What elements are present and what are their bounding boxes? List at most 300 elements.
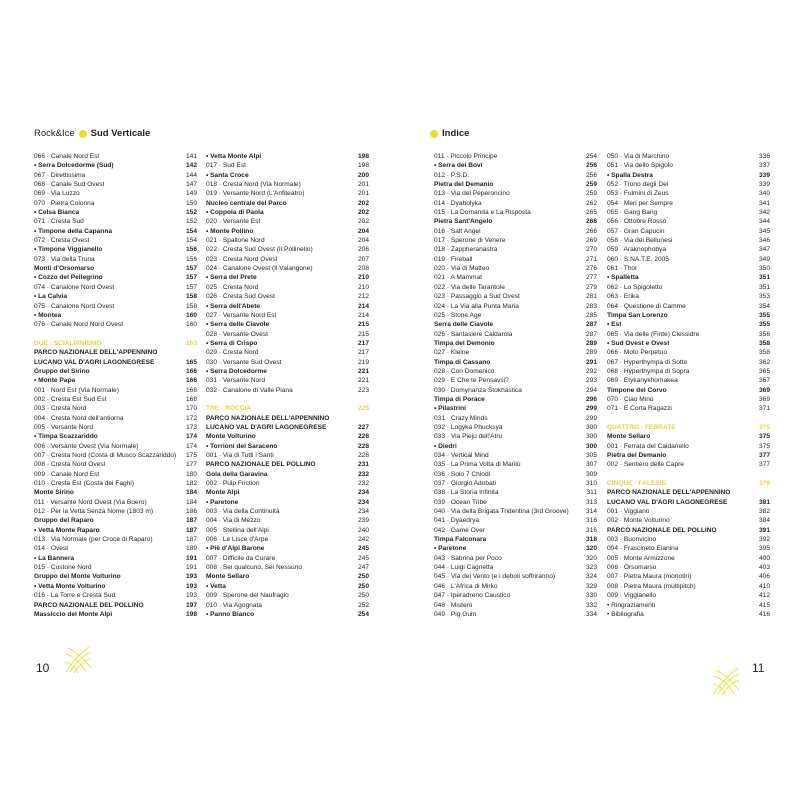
index-heading xyxy=(206,171,369,180)
entry-page: 403 xyxy=(758,564,770,572)
entry-page: 324 xyxy=(585,573,597,581)
entry-page: 186 xyxy=(185,508,197,516)
index-entry xyxy=(34,255,197,264)
entry-page: 410 xyxy=(758,582,770,590)
entry-page: 395 xyxy=(758,545,770,553)
section-heading xyxy=(34,339,197,348)
entry-title: Monte Sirino xyxy=(34,489,74,497)
entry-title: • Serra di Crispo xyxy=(206,339,258,347)
entry-title: • Serra delle Ciavole xyxy=(206,321,270,329)
entry-title: 044 · Luigi Cagnetta xyxy=(434,564,494,572)
entry-page: 200 xyxy=(357,171,369,179)
entry-page: 323 xyxy=(585,564,597,572)
index-heading xyxy=(34,572,197,581)
entry-title: 011 · Versante Nord Ovest (Via Boero) xyxy=(34,498,147,506)
entry-title: • Ringraziamenti xyxy=(607,601,656,609)
entry-title: Nucleo centrale del Parco xyxy=(206,199,287,207)
entry-page: 337 xyxy=(758,162,770,170)
entry-page: 291 xyxy=(585,358,597,366)
index-entry xyxy=(34,152,197,161)
index-entry xyxy=(34,535,197,544)
entry-title: 016 · La Torre e Cresta Sud xyxy=(34,592,116,600)
entry-page: 245 xyxy=(357,554,369,562)
index-entry xyxy=(434,208,597,217)
index-entry xyxy=(607,516,770,525)
entry-title: • Santa Croce xyxy=(206,171,249,179)
entry-title: • Serra Dolcedorme xyxy=(206,367,267,375)
index-entry xyxy=(434,582,597,591)
index-entry xyxy=(434,292,597,301)
entry-page: 221 xyxy=(357,367,369,375)
entry-title: 032 · Logyka Phucksya xyxy=(434,423,503,431)
entry-title: 007 · Pietra Maura (monotiri) xyxy=(607,573,692,581)
entry-title: • Vetta Monte Raparo xyxy=(34,526,100,534)
entry-page: 239 xyxy=(357,517,369,525)
index-entry xyxy=(434,554,597,563)
entry-title: 027 · Kleine xyxy=(434,349,470,357)
entry-title: 033 · Via Pieju dell'Atru xyxy=(434,433,503,441)
index-entry xyxy=(607,302,770,311)
entry-title: • Monte Papa xyxy=(34,377,76,385)
entry-page: 266 xyxy=(585,218,597,226)
entry-page: 201 xyxy=(357,190,369,198)
index-entry xyxy=(607,544,770,553)
entry-title: • Bibliografia xyxy=(607,610,644,618)
index-heading xyxy=(607,171,770,180)
entry-page: 221 xyxy=(357,377,369,385)
entry-page: 259 xyxy=(585,190,597,198)
entry-page: 247 xyxy=(357,564,369,572)
index-entry xyxy=(607,507,770,516)
entry-title: 011 · Piccolo Principe xyxy=(434,153,498,160)
index-heading xyxy=(34,554,197,563)
entry-page: 144 xyxy=(185,171,197,179)
entry-title: 072 · Cresta Ovest xyxy=(34,237,90,245)
index-entry xyxy=(34,460,197,469)
entry-title: 059 · Araknophobya xyxy=(607,246,667,254)
entry-page: 311 xyxy=(586,489,597,497)
index-entry xyxy=(206,507,369,516)
entry-title: 005 · Monte Armizzone xyxy=(607,554,675,562)
entry-page: 219 xyxy=(357,358,369,366)
entry-title: Monti d'Orsomarso xyxy=(34,265,95,273)
index-entry xyxy=(206,479,369,488)
entry-title: 034 · Vertical Mind xyxy=(434,452,489,459)
entry-title: 022 · Cresta Sud Ovest (Il Pollinello) xyxy=(206,246,313,254)
entry-title: Gruppo del Monte Volturino xyxy=(34,573,121,581)
entry-page: 265 xyxy=(585,209,597,217)
entry-page: 150 xyxy=(185,199,197,207)
index-entry xyxy=(34,451,197,460)
index-heading xyxy=(34,516,197,525)
entry-title: 017 · Sperone di Venere xyxy=(434,237,506,245)
entry-title: • La Calvia xyxy=(34,293,68,301)
entry-page: 299 xyxy=(585,405,597,413)
index-entry xyxy=(607,572,770,581)
index-entry xyxy=(206,535,369,544)
index-heading xyxy=(607,498,770,507)
index-entry xyxy=(206,516,369,525)
entry-page: 375 xyxy=(758,433,770,441)
index-entry xyxy=(34,171,197,180)
entry-page: 215 xyxy=(357,321,369,329)
index-entry xyxy=(206,348,369,357)
entry-page: 262 xyxy=(585,199,597,207)
entry-title: PARCO NAZIONALE DEL POLLINO xyxy=(206,461,316,469)
entry-page: 300 xyxy=(585,442,597,450)
index-entry xyxy=(206,245,369,254)
index-entry xyxy=(434,563,597,572)
entry-page: 206 xyxy=(357,246,369,254)
entry-title: Monte Sellaro xyxy=(607,433,651,441)
entry-page: 154 xyxy=(185,227,197,235)
entry-page: 250 xyxy=(357,573,369,581)
entry-page: 344 xyxy=(758,218,770,226)
entry-title: • Cozzo del Pellegrino xyxy=(34,274,103,282)
entry-title: • Serra del Prete xyxy=(206,274,257,282)
index-entry xyxy=(607,535,770,544)
entry-title: 064 · Questione di Camme xyxy=(607,302,686,310)
net-logo-icon xyxy=(712,666,740,696)
entry-title: 008 · Cresta Nord Ovest xyxy=(34,461,106,469)
entry-page: 300 xyxy=(585,423,597,431)
entry-page: 299 xyxy=(585,414,597,422)
index-entry xyxy=(206,311,369,320)
entry-page: 152 xyxy=(185,209,197,217)
index-heading xyxy=(434,535,597,544)
index-heading xyxy=(206,572,369,581)
entry-title: DUE · SCIALPINISMO xyxy=(34,339,102,347)
entry-title: 049 · Pig Guin xyxy=(434,610,477,618)
entry-title: 001 · Nord Est (Via Normale) xyxy=(34,386,119,394)
entry-title: 031 · Versante Nord xyxy=(206,377,266,385)
index-heading xyxy=(34,376,197,385)
index-heading xyxy=(607,488,770,497)
entry-page: 154 xyxy=(185,237,197,245)
entry-title: PARCO NAZIONALE DELL'APPENNINO xyxy=(607,489,731,497)
index-entry xyxy=(434,423,597,432)
entry-title: • Serra Dolcedorme (Sud) xyxy=(34,162,114,170)
entry-title: 005 · Stellina dell'Alpi xyxy=(206,526,269,534)
index-entry xyxy=(434,199,597,208)
entry-title: 036 · Solo 7 Chiodi xyxy=(434,470,491,478)
index-heading xyxy=(34,245,197,254)
entry-title: 015 · Costone Nord xyxy=(34,564,92,572)
entry-page: 180 xyxy=(185,470,197,478)
entry-page: 232 xyxy=(357,470,369,478)
entry-title: 029 · E Che te Pensavsi? xyxy=(434,377,509,385)
entry-page: 156 xyxy=(185,246,197,254)
index-entry xyxy=(206,283,369,292)
entry-page: 400 xyxy=(758,554,770,562)
entry-title: 010 · Via Agognata xyxy=(206,601,262,609)
entry-title: PARCO NAZIONALE DELL'APPENNINO xyxy=(34,349,158,357)
entry-page: 256 xyxy=(585,171,597,179)
index-heading xyxy=(434,161,597,170)
index-heading xyxy=(607,451,770,460)
entry-title: 018 · Zappheranastra xyxy=(434,246,498,254)
entry-page: 141 xyxy=(185,153,197,160)
entry-title: • Panno Bianco xyxy=(206,610,255,618)
entry-page: 336 xyxy=(758,153,770,160)
entry-page: 334 xyxy=(585,610,597,618)
index-entry xyxy=(607,470,770,479)
entry-title: 012 · Per la Vetta Senza Nome (1803 m) xyxy=(34,508,154,516)
entry-page: 269 xyxy=(585,237,597,245)
entry-title: 020 · Versante Est xyxy=(206,218,261,226)
entry-page: 157 xyxy=(185,265,197,273)
index-heading xyxy=(607,386,770,395)
entry-page: 172 xyxy=(185,414,197,422)
entry-page: 281 xyxy=(585,293,597,301)
entry-page: 193 xyxy=(185,573,197,581)
entry-page: 320 xyxy=(585,545,597,553)
entry-title: • Timpa Scazzariddo xyxy=(34,433,98,441)
entry-page: 340 xyxy=(758,190,770,198)
entry-page: 147 xyxy=(185,181,197,189)
index-entry xyxy=(34,563,197,572)
index-entry xyxy=(34,330,197,339)
index-heading xyxy=(206,208,369,217)
entry-title: 021 · A Mammat xyxy=(434,274,483,282)
entry-page: 202 xyxy=(357,199,369,207)
index-entry xyxy=(34,217,197,226)
entry-title: 002 · Pulp Friction xyxy=(206,480,260,488)
entry-page: 266 xyxy=(585,227,597,235)
entry-title: 070 · Pietra Colonna xyxy=(34,199,95,207)
entry-page: 214 xyxy=(357,311,369,319)
entry-title: • Vetta Monte Volturino xyxy=(34,582,106,590)
index-entry xyxy=(607,348,770,357)
entry-page: 416 xyxy=(758,610,770,618)
entry-page: 163 xyxy=(185,339,197,347)
entry-page: 277 xyxy=(585,274,597,282)
index-column-1 xyxy=(34,152,197,619)
entry-title: 004 · Cresta Nord dell'antiorna xyxy=(34,414,124,422)
entry-title: 006 · Versante Ovest (Via Normale) xyxy=(34,442,139,450)
entry-title: 005 · Versante Nord xyxy=(34,423,94,431)
entry-title: Gola della Garavina xyxy=(206,470,268,478)
entry-title: 060 · S.NA.T.E. 2005 xyxy=(607,255,669,263)
index-entry xyxy=(34,199,197,208)
index-heading xyxy=(206,302,369,311)
index-entry xyxy=(607,283,770,292)
index-entry xyxy=(206,180,369,189)
entry-title: 029 · Cresta Nord xyxy=(206,349,259,357)
entry-page: 300 xyxy=(585,433,597,441)
entry-page: 346 xyxy=(758,237,770,245)
index-entry xyxy=(34,320,197,329)
entry-page: 355 xyxy=(758,311,770,319)
index-entry xyxy=(206,386,369,395)
entry-page: 270 xyxy=(585,246,597,254)
index-heading xyxy=(206,339,369,348)
index-entry xyxy=(607,217,770,226)
index-entry xyxy=(434,451,597,460)
entry-page: 341 xyxy=(758,199,770,207)
index-entry xyxy=(206,236,369,245)
entry-page: 369 xyxy=(758,395,770,403)
index-entry xyxy=(34,591,197,600)
index-entry xyxy=(607,367,770,376)
right-page-header xyxy=(430,128,469,139)
entry-title: 069 · Via Luzzo xyxy=(34,190,80,198)
entry-title: 002 · Cresta Est Sud Est xyxy=(34,395,107,403)
left-page-header xyxy=(34,128,150,139)
entry-title: Gruppo del Raparo xyxy=(34,517,94,525)
entry-page: 234 xyxy=(357,489,369,497)
entry-title: 015 · La Domanda e La Risposta xyxy=(434,209,531,217)
index-entry xyxy=(434,516,597,525)
entry-title: 024 · Canalone Ovest (Il Valangone) xyxy=(206,265,313,273)
index-heading xyxy=(434,544,597,553)
entry-title: 071 · Cresta Sud xyxy=(34,218,84,226)
yellow-dot-icon xyxy=(79,130,87,138)
entry-page: 215 xyxy=(357,330,369,338)
entry-page: 184 xyxy=(185,489,197,497)
entry-title: 007 · Difficile da Curare xyxy=(206,554,276,562)
entry-page: 339 xyxy=(758,181,770,189)
entry-title: Timpa di Cassano xyxy=(434,358,491,366)
index-column-4 xyxy=(607,152,770,619)
entry-page: 242 xyxy=(357,536,369,544)
index-heading xyxy=(206,488,369,497)
entry-title: 003 · Cresta Nord xyxy=(34,405,87,413)
entry-page: 165 xyxy=(185,358,197,366)
entry-page: 292 xyxy=(585,367,597,375)
index-heading xyxy=(206,273,369,282)
entry-page: 231 xyxy=(357,461,369,469)
entry-title: 003 · Buonvicino xyxy=(607,536,657,544)
entry-title: 040 · Via della Brigata Tridentina (3rd Groove) xyxy=(434,508,569,516)
entry-page: 285 xyxy=(585,311,597,319)
entry-page: 254 xyxy=(357,610,369,618)
entry-title: Serra delle Ciavole xyxy=(434,321,494,329)
entry-title: 045 · Via del Vento (e i deboli soffriranno) xyxy=(434,573,556,581)
index-entry xyxy=(434,367,597,376)
entry-title: 023 · Cresta Nord Ovest xyxy=(206,255,278,263)
entry-title: 043 · Sabrina per Poco xyxy=(434,554,502,562)
entry-page: 256 xyxy=(585,162,597,170)
entry-title: 068 · Hyperthympa di Sopra xyxy=(607,367,690,375)
entry-page: 193 xyxy=(185,582,197,590)
entry-page: 293 xyxy=(585,377,597,385)
entry-title: 071 · E Corta Ragazzi xyxy=(607,405,672,413)
entry-title: 053 · Fulmini di Zeus xyxy=(607,190,669,198)
entry-title: • Pilastrini xyxy=(434,405,466,413)
index-heading xyxy=(607,311,770,320)
index-heading xyxy=(434,180,597,189)
index-heading xyxy=(34,264,197,273)
index-entry xyxy=(434,255,597,264)
index-entry xyxy=(34,423,197,432)
entry-title: 067 · Direttissima xyxy=(34,171,86,179)
index-entry xyxy=(607,582,770,591)
entry-title: • Spalletta xyxy=(607,274,639,282)
entry-title: • Serra dei Bovi xyxy=(434,162,483,170)
entry-title: QUATTRO · FERRATE xyxy=(607,423,676,431)
entry-title: 004 · Frascineto Eianina xyxy=(607,545,679,553)
index-entry xyxy=(607,245,770,254)
entry-page: 377 xyxy=(758,452,770,459)
index-entry xyxy=(206,161,369,170)
entry-page: 184 xyxy=(185,498,197,506)
entry-page: 187 xyxy=(185,526,197,534)
entry-page: 173 xyxy=(185,423,197,431)
entry-page: 318 xyxy=(585,536,597,544)
index-entry xyxy=(434,610,597,619)
entry-page: 313 xyxy=(585,498,597,506)
index-heading xyxy=(206,582,369,591)
index-entry xyxy=(607,358,770,367)
entry-page: 345 xyxy=(758,227,770,235)
entry-title: 046 · L'Africa di Mirko xyxy=(434,582,498,590)
entry-title: 023 · Passaggio a Sud Ovest xyxy=(434,293,520,301)
entry-page: 415 xyxy=(758,601,770,609)
index-entry xyxy=(607,264,770,273)
entry-title: 007 · Cresta Nord (Costa di Musco Scazzariddo) xyxy=(34,452,177,459)
index-heading xyxy=(34,432,197,441)
entry-title: PARCO NAZIONALE DELL'APPENNINO xyxy=(206,414,330,422)
entry-page: 412 xyxy=(758,592,770,600)
index-entry xyxy=(34,283,197,292)
entry-title: 035 · La Prima Volta di Marilù xyxy=(434,461,521,469)
index-heading xyxy=(434,339,597,348)
entry-title: 026 · Santasiere Caldarola xyxy=(434,330,513,338)
index-heading xyxy=(206,414,369,423)
entry-page: 377 xyxy=(758,461,770,469)
entry-title: 032 · Canalone di Valle Piana xyxy=(206,386,293,394)
index-heading xyxy=(434,442,597,451)
index-heading xyxy=(34,610,197,619)
index-entry xyxy=(434,171,597,180)
index-heading xyxy=(206,442,369,451)
entry-title: • Celsa Bianca xyxy=(34,209,80,217)
entry-page: 157 xyxy=(185,274,197,282)
entry-title: 001 · Ferrata del Caldanello xyxy=(607,442,689,450)
entry-title: 076 · Canale Nord Nord Ovest xyxy=(34,321,124,329)
index-entry xyxy=(206,395,369,404)
entry-title: 062 · Lo Spigoletto xyxy=(607,283,663,291)
entry-title: 024 · La Via alla Punta Maria xyxy=(434,302,519,310)
entry-title: 056 · Ottobre Rosso xyxy=(607,218,667,226)
entry-page: 212 xyxy=(357,293,369,301)
entry-page: 355 xyxy=(758,321,770,329)
entry-title: • Monte Pollino xyxy=(206,227,254,235)
index-entry xyxy=(434,488,597,497)
entry-page: 174 xyxy=(185,442,197,450)
entry-page: 240 xyxy=(357,526,369,534)
entry-title: 028 · Con Domenico xyxy=(434,367,495,375)
index-heading xyxy=(34,311,197,320)
entry-page: 250 xyxy=(357,592,369,600)
entry-page: 330 xyxy=(585,592,597,600)
index-heading xyxy=(206,367,369,376)
entry-title: • Torrioni del Saraceno xyxy=(206,442,278,450)
entry-page: 156 xyxy=(185,255,197,263)
entry-title: 051 · Via dello Spigolo xyxy=(607,162,673,170)
index-entry xyxy=(34,180,197,189)
index-entry xyxy=(206,526,369,535)
entry-title: 026 · Cresta Sud Ovest xyxy=(206,293,275,301)
entry-page: 214 xyxy=(357,302,369,310)
entry-page: 329 xyxy=(585,582,597,590)
entry-page: 202 xyxy=(357,218,369,226)
index-heading xyxy=(434,358,597,367)
index-entry xyxy=(434,152,597,161)
entry-title: 070 · Ciao Minù xyxy=(607,395,654,403)
entry-title: 013 · Via del Peperoncino xyxy=(434,190,510,198)
